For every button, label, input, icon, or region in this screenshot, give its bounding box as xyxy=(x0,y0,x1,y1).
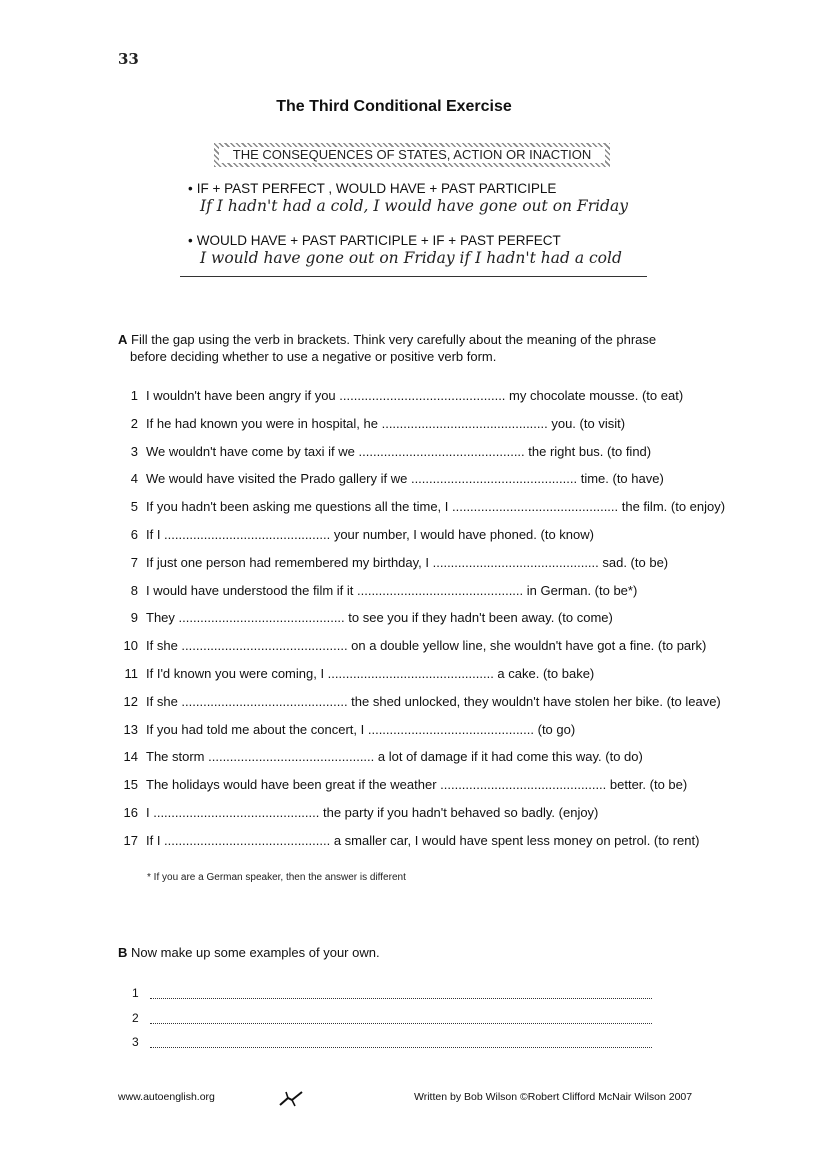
exercise-sentence: If I'd known you were coming, I .............................................. a cake. (to bake) xyxy=(146,665,595,681)
own-examples-list xyxy=(132,986,662,1060)
bullet: • xyxy=(188,233,193,248)
exercise-row xyxy=(118,609,778,637)
own-example-row xyxy=(132,986,662,1011)
exercise-number: 2 xyxy=(130,415,138,431)
rule-formula xyxy=(188,233,622,248)
handwritten-example: I would have gone out on Friday if I hadn't had a cold xyxy=(200,249,622,267)
banner-text: THE CONSEQUENCES OF STATES, ACTION OR INACTION xyxy=(219,147,605,163)
exercise-number: 3 xyxy=(130,443,138,459)
own-example-number: 2 xyxy=(132,1010,139,1025)
exercise-sentence: The storm .............................................. a lot of damage if it had come this way. (to do) xyxy=(146,749,643,765)
exercise-number: 15 xyxy=(123,777,138,793)
exercise-row xyxy=(118,693,778,721)
topic-banner xyxy=(214,143,610,167)
exercise-number: 6 xyxy=(130,526,138,542)
own-example-number: 1 xyxy=(132,986,139,1000)
formula-text: IF + PAST PERFECT , WOULD HAVE + PAST PARTICIPLE xyxy=(196,181,557,196)
exercise-number: 8 xyxy=(130,582,138,598)
section-label: A xyxy=(118,332,128,347)
exercise-sentence: If I .............................................. a smaller car, I would have spent less money on petrol. (to rent) xyxy=(146,832,700,848)
exercise-number: 13 xyxy=(123,721,138,737)
exercise-row xyxy=(118,721,778,749)
handwritten-example: If I hadn't had a cold, I would have gone out on Friday xyxy=(200,197,628,215)
exercise-sentence: I wouldn't have been angry if you .............................................. my chocolate mousse. (to eat) xyxy=(146,388,684,403)
pen-logo-icon xyxy=(278,1088,304,1108)
exercise-sentence: I .............................................. the party if you hadn't behaved so badly. (enjoy) xyxy=(146,804,599,820)
exercise-number: 7 xyxy=(130,554,138,570)
exercise-number: 12 xyxy=(123,693,138,709)
instruction-text: Now make up some examples of your own. xyxy=(131,945,380,960)
exercise-sentence: If I .............................................. your number, I would have phoned. (to know) xyxy=(146,526,594,542)
divider xyxy=(180,276,647,277)
exercise-row xyxy=(118,665,778,693)
exercise-sentence: I would have understood the film if it .............................................. in German. (to be*) xyxy=(146,582,638,598)
bullet: • xyxy=(188,181,193,196)
page-title: The Third Conditional Exercise xyxy=(276,98,512,115)
exercise-number: 17 xyxy=(123,832,138,848)
footnote: * If you are a German speaker, then the answer is different xyxy=(147,872,406,883)
exercise-sentence: If he had known you were in hospital, he .............................................. you. (to visit) xyxy=(146,415,626,431)
answer-line xyxy=(150,1035,652,1048)
exercise-number: 10 xyxy=(123,638,138,654)
exercise-row xyxy=(118,582,778,610)
exercise-row xyxy=(118,443,778,471)
exercise-sentence: We would have visited the Prado gallery if we .............................................. time. (to have) xyxy=(146,471,664,487)
rule-block-1 xyxy=(188,181,628,215)
exercise-number: 14 xyxy=(123,749,138,765)
exercise-row xyxy=(118,832,778,860)
exercise-sentence: If you had told me about the concert, I .............................................. (to go) xyxy=(146,721,576,737)
section-label: B xyxy=(118,945,128,960)
exercise-row xyxy=(118,804,778,832)
exercise-sentence: The holidays would have been great if the weather .............................................. better. (to be) xyxy=(146,777,688,793)
exercise-row xyxy=(118,387,778,415)
exercise-sentence: If just one person had remembered my birthday, I .............................................. sad. (to be) xyxy=(146,554,669,570)
section-b-instructions xyxy=(118,945,380,960)
exercise-row xyxy=(118,470,778,498)
exercise-number: 4 xyxy=(130,471,138,487)
answer-line xyxy=(150,986,652,999)
answer-line xyxy=(150,1011,652,1024)
footer-website: www.autoenglish.org xyxy=(118,1091,215,1103)
exercise-row xyxy=(118,637,778,665)
footer-credit: Written by Bob Wilson ©Robert Clifford McNair Wilson 2007 xyxy=(414,1091,693,1103)
exercise-sentence: We wouldn't have come by taxi if we .............................................. the right bus. (to find) xyxy=(146,443,652,459)
exercise-list xyxy=(118,387,778,860)
exercise-row xyxy=(118,748,778,776)
exercise-row xyxy=(118,526,778,554)
page-number: 33 xyxy=(118,50,139,68)
exercise-number: 9 xyxy=(130,610,138,626)
own-example-number: 3 xyxy=(132,1035,139,1049)
exercise-row xyxy=(118,498,778,526)
instruction-line: Fill the gap using the verb in brackets. Think very carefully about the meaning of the phrase xyxy=(131,332,657,347)
exercise-row xyxy=(118,415,778,443)
exercise-sentence: If she .............................................. the shed unlocked, they wouldn't have stolen her bike. (to leave) xyxy=(146,693,721,709)
formula-text: WOULD HAVE + PAST PARTICIPLE + IF + PAST PERFECT xyxy=(196,233,561,248)
exercise-number: 11 xyxy=(124,665,138,681)
exercise-number: 1 xyxy=(130,388,138,403)
own-example-row xyxy=(132,1035,662,1060)
exercise-row xyxy=(118,554,778,582)
exercise-sentence: If you hadn't been asking me questions all the time, I .............................................. the film. (to enjoy) xyxy=(146,499,726,515)
exercise-sentence: If she .............................................. on a double yellow line, she wouldn't have got a fine. (to park) xyxy=(146,638,707,654)
own-example-row xyxy=(132,1011,662,1036)
rule-formula xyxy=(188,181,628,196)
instruction-line: before deciding whether to use a negative or positive verb form. xyxy=(130,349,497,364)
rule-block-2 xyxy=(188,233,622,267)
exercise-sentence: They .............................................. to see you if they hadn't been away. (to come) xyxy=(146,610,613,626)
exercise-row xyxy=(118,776,778,804)
section-a-instructions xyxy=(118,331,738,365)
exercise-number: 16 xyxy=(123,804,138,820)
exercise-number: 5 xyxy=(130,499,138,515)
